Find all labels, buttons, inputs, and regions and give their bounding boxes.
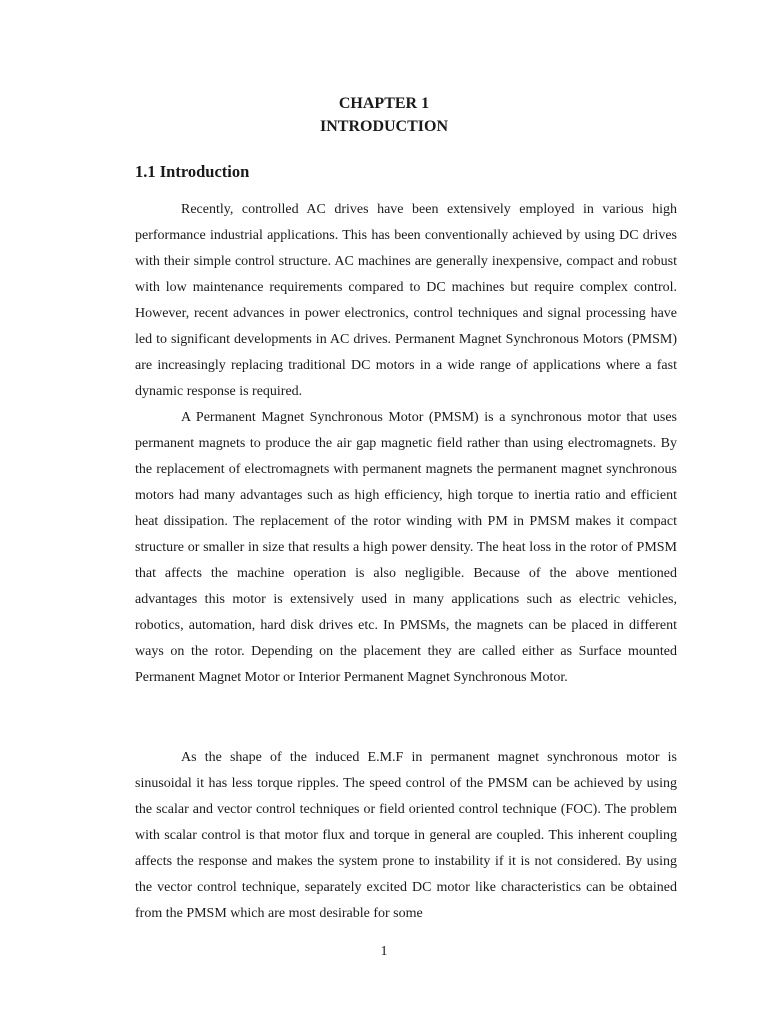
body-text-block-continued: [135, 745, 677, 927]
chapter-title: INTRODUCTION: [319, 118, 448, 135]
page-number: 1: [380, 944, 388, 959]
chapter-label: CHAPTER 1: [338, 95, 430, 112]
paragraph-3: As the shape of the induced E.M.F in permanent magnet synchronous motor is sinusoidal it has less torque ripples. The speed control of the PMSM can be achieved by using the scalar and vector control techniques or field oriented control technique (FOC). The problem with scalar control is that motor flux and torque in general are coupled. This inherent coupling affects the response and makes the system prone to instability if it is not considered. By using the vector control technique, separately excited DC motor like characteristics can be obtained from the PMSM which are most desirable for some: [135, 750, 677, 921]
body-text-block: [135, 197, 677, 691]
chapter-header: [0, 92, 768, 138]
section-heading: 1.1 Introduction: [135, 162, 250, 181]
paragraph-1: Recently, controlled AC drives have been extensively employed in various high performance industrial applications. This has been conventionally achieved by using DC drives with their simple control structure. AC machines are generally inexpensive, compact and robust with low maintenance requirements compared to DC machines but require complex control. However, recent advances in power electronics, control techniques and signal processing have led to significant developments in AC drives. Permanent Magnet Synchronous Motors (PMSM) are increasingly replacing traditional DC motors in a wide range of applications where a fast dynamic response is required.: [135, 202, 677, 399]
paragraph-2: A Permanent Magnet Synchronous Motor (PMSM) is a synchronous motor that uses permanent magnets to produce the air gap magnetic field rather than using electromagnets. By the replacement of electromagnets with permanent magnets the permanent magnet synchronous motors had many advantages such as high efficiency, high torque to inertia ratio and efficient heat dissipation. The replacement of the rotor winding with PM in PMSM makes it compact structure or smaller in size that results a high power density. The heat loss in the rotor of PMSM that affects the machine operation is also negligible. Because of the above mentioned advantages this motor is extensively used in many applications such as electric vehicles, robotics, automation, hard disk drives etc. In PMSMs, the magnets can be placed in different ways on the rotor. Depending on the placement they are called either as Surface mounted Permanent Magnet Motor or Interior Permanent Magnet Synchronous Motor.: [135, 410, 677, 685]
